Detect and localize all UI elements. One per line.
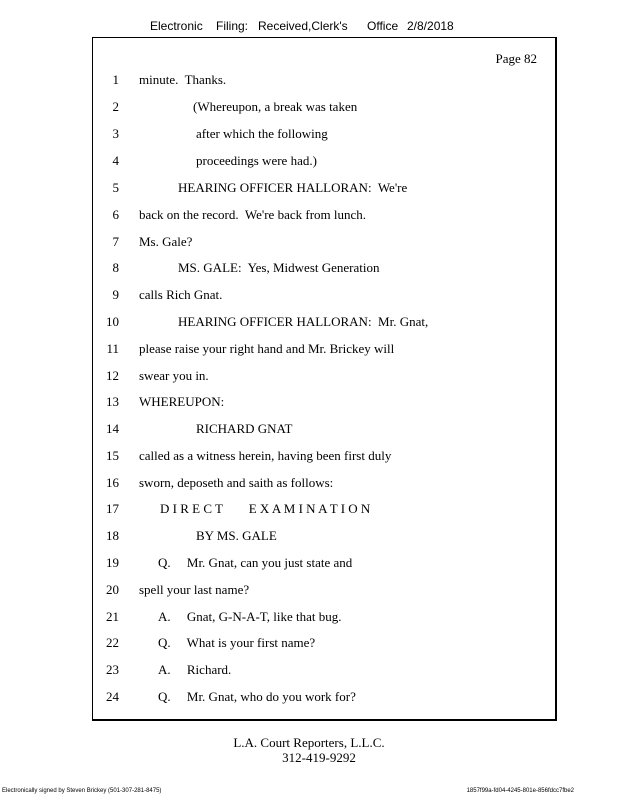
line-number: 17 [106,501,119,516]
line-number: 5 [112,180,119,195]
line-text: please raise your right hand and Mr. Brickey will [139,341,395,356]
transcript-page [92,37,557,721]
line-number: 12 [106,368,119,383]
transcript-line [93,153,553,173]
header-office: Office [367,19,399,33]
line-text: D I R E C T E X A M I N A T I O N [160,501,371,516]
line-number: 11 [106,341,119,356]
header-filing: Filing: [216,19,249,33]
filing-stamp-header [0,19,618,37]
transcript-line [93,72,553,92]
line-text: back on the record. We're back from lunch. [139,207,367,222]
line-number: 14 [106,421,119,436]
line-number: 24 [106,689,119,704]
line-number: 20 [106,582,119,597]
line-text: after which the following [196,126,328,141]
transcript-line [93,126,553,146]
transcript-line [93,689,553,709]
line-text: called as a witness herein, having been first duly [139,448,392,463]
header-date: 2/8/2018 [407,19,454,33]
line-text: WHEREUPON: [139,394,225,409]
line-text: BY MS. GALE [196,528,277,543]
line-number: 16 [106,475,119,490]
line-number: 1 [112,72,119,87]
line-text: Ms. Gale? [139,234,193,249]
transcript-line [93,555,553,575]
line-text: swear you in. [139,368,209,383]
line-number: 2 [112,99,119,114]
line-text: sworn, deposeth and saith as follows: [139,475,334,490]
line-text: HEARING OFFICER HALLORAN: We're [178,180,408,195]
line-text: A. Richard. [158,662,232,677]
header-received: Received,Clerk's [258,19,348,33]
electronic-signature: Electronically signed by Steven Brickey (501-307-281-8475) [2,788,162,794]
transcript-line [93,287,553,307]
line-text: spell your last name? [139,582,250,597]
line-text: Q. What is your first name? [158,635,316,650]
line-number: 19 [106,555,119,570]
transcript-line [93,368,553,388]
page-number: Page 82 [495,51,537,66]
line-text: Q. Mr. Gnat, who do you work for? [158,689,356,704]
transcript-line [93,341,553,361]
line-number: 13 [106,394,119,409]
line-number: 4 [112,153,119,168]
line-text: Q. Mr. Gnat, can you just state and [158,555,353,570]
transcript-line [93,635,553,655]
line-text: calls Rich Gnat. [139,287,223,302]
transcript-line [93,234,553,254]
transcript-line [93,662,553,682]
transcript-line [93,501,553,521]
line-number: 22 [106,635,119,650]
line-text: minute. Thanks. [139,72,227,87]
transcript-line [93,314,553,334]
line-number: 15 [106,448,119,463]
transcript-line [93,528,553,548]
transcript-line [93,609,553,629]
line-text: MS. GALE: Yes, Midwest Generation [178,260,380,275]
footer-company: L.A. Court Reporters, L.L.C. [233,735,385,750]
transcript-line [93,448,553,468]
header-electronic: Electronic [150,19,203,33]
transcript-line [93,99,553,119]
transcript-line [93,475,553,495]
document-hash: 1857f99a-fd04-4245-801e-856fdcc7fbe2 [466,788,574,794]
footer-phone: 312-419-9292 [282,750,356,765]
line-text: proceedings were had.) [196,153,317,168]
transcript-line [93,582,553,602]
line-number: 7 [112,234,119,249]
transcript-line [93,421,553,441]
transcript-line [93,260,553,280]
transcript-line [93,180,553,200]
line-text: HEARING OFFICER HALLORAN: Mr. Gnat, [178,314,429,329]
line-number: 18 [106,528,119,543]
line-number: 3 [112,126,119,141]
line-number: 6 [112,207,119,222]
line-number: 8 [112,260,119,275]
line-text: RICHARD GNAT [196,421,293,436]
line-text: A. Gnat, G-N-A-T, like that bug. [158,609,342,624]
line-text: (Whereupon, a break was taken [193,99,358,114]
transcript-line [93,394,553,414]
transcript-line [93,207,553,227]
line-number: 21 [106,609,119,624]
line-number: 9 [112,287,119,302]
line-number: 10 [106,314,119,329]
line-number: 23 [106,662,119,677]
